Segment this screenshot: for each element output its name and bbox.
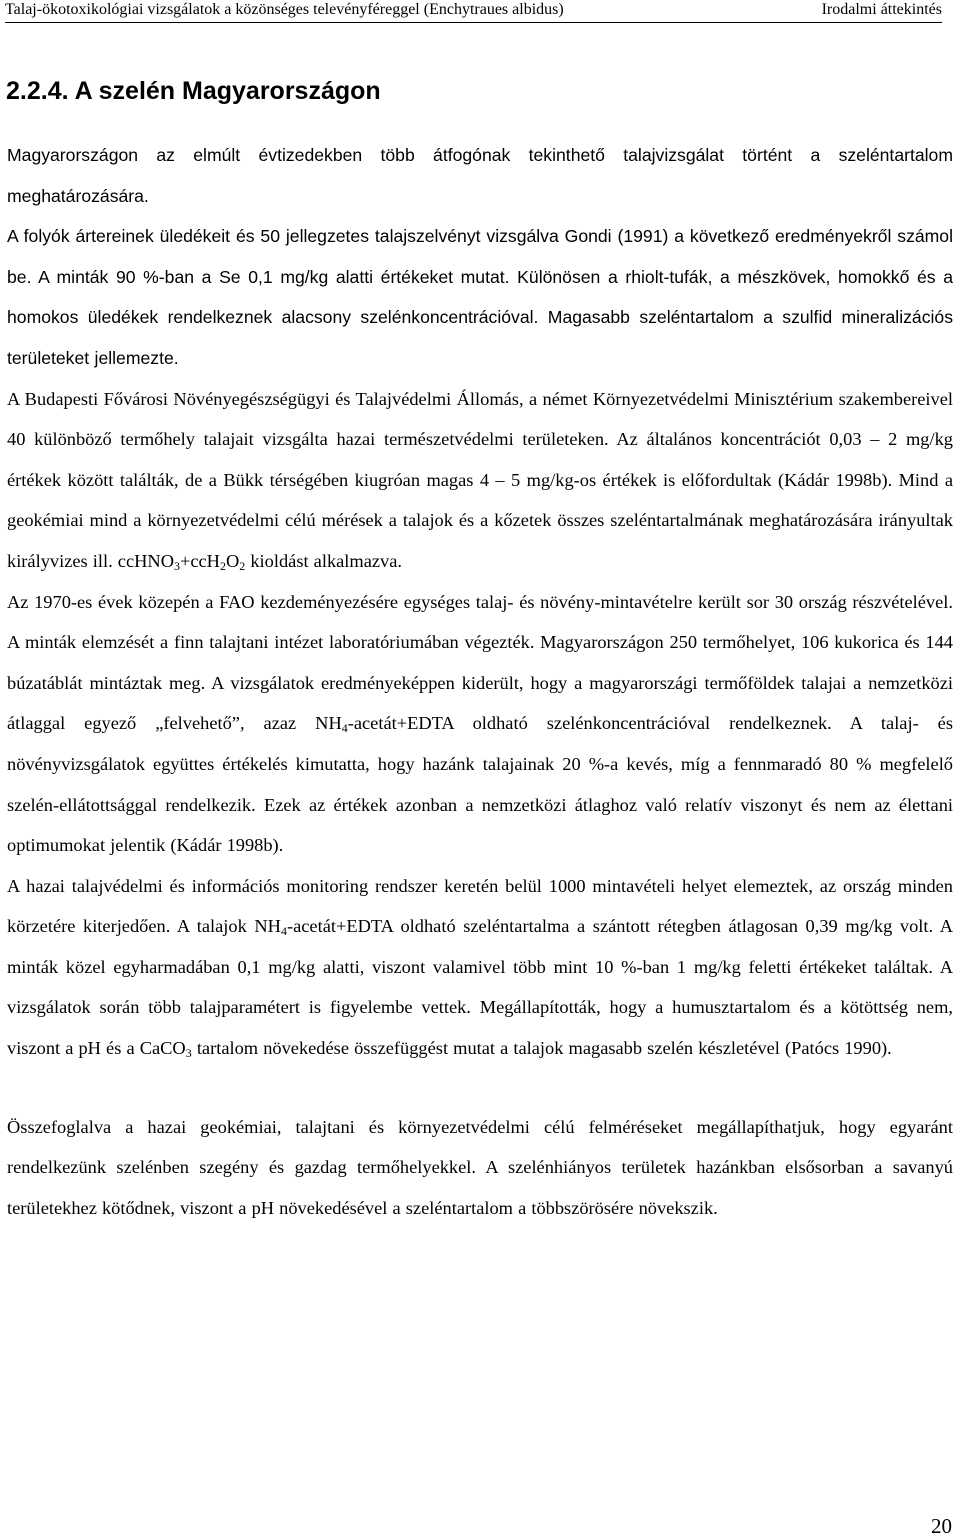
page-number: 20 xyxy=(931,1514,952,1538)
header-section: Irodalmi áttekintés xyxy=(821,1,942,18)
header-title: Talaj-ökotoxikológiai vizsgálatok a közönséges televényféreggel (Enchytraues albidus) xyxy=(5,1,564,18)
paragraph-5-text: tartalom növekedése összefüggést mutat a talajok magasabb szelén készletével (Patócs 1990). xyxy=(191,1038,892,1059)
paragraph-4-text: -acetát+EDTA oldható szelénkoncentrációval rendelkeznek. A talaj- és növényvizsgálatok együttes értékelés kimutatta, hogy hazánk talajainak 20 %-a kevés, míg a fennmaradó 80 % megfelelő szelén-ellátottsággal rendelkezik. Ezek az értékek azonban a nemzetközi átlaghoz való relatív viszonyt és nem az élettani optimumokat jelentik (Kádár 1998b). xyxy=(7,713,953,856)
subscript: 3 xyxy=(185,1046,192,1061)
paragraph-gap xyxy=(7,1069,953,1107)
paragraph-5-text: -acetát+EDTA oldható szeléntartalma a szántott rétegben átlagosan 0,39 mg/kg volt. A minták közel egyharmadában 0,1 mg/kg alatti, viszont valamivel több mint 10 %-ban 1 mg/kg feletti értékeket találtak. A vizsgálatok során több talajparamétert is figyelembe vettek. Megállapították, hogy a humusztartalom és a kötöttség nem, viszont a pH és a CaCO xyxy=(7,916,953,1059)
paragraph-4 xyxy=(7,582,953,866)
paragraph-3-text: +ccH xyxy=(179,550,220,571)
paragraph-5-text: A hazai talajvédelmi és információs monitoring rendszer keretén belül 1000 mintavételi helyet elemeztek, az ország minden körzetére kiterjedően. A talajok NH xyxy=(7,875,953,937)
paragraph-3-text: O xyxy=(225,550,240,571)
paragraph-3 xyxy=(7,379,953,582)
running-header xyxy=(5,0,942,23)
subscript: 2 xyxy=(219,558,226,573)
paragraph-3-text: kioldást alkalmazva. xyxy=(245,550,403,571)
subscript: 4 xyxy=(341,721,348,736)
paragraph-4-text: Az 1970-es évek közepén a FAO kezdeményezésére egységes talaj- és növény-mintavételre került sor 30 ország részvételével. A minták elemzését a finn talajtani intézet laboratóriumában végezték. Magyarországon 250 termőhelyet, 106 kukorica és 144 búzatáblát mintáztak meg. A vizsgálatok eredményeképpen kiderült, hogy a magyarországi termőföldek talajai a nemzetközi átlaggal egyező „felvehető”, azaz NH xyxy=(7,591,953,734)
paragraph-3-text: A Budapesti Fővárosi Növényegészségügyi és Talajvédelmi Állomás, a német Környezetvédelmi Minisztérium szakembereivel 40 különböző termőhely talajait vizsgálta hazai természetvédelmi területeken. Az általános koncentrációt 0,03 – 2 mg/kg értékek között találták, de a Bükk térségében kiugróan magas 4 – 5 mg/kg-os értékek is előfordultak (Kádár 1998b). Mind a geokémiai mind a környezetvédelmi célú mérések a talajok és a kőzetek összes szeléntartalmának meghatározására irányultak királyvizes ill. ccHNO xyxy=(7,388,953,571)
subscript: 2 xyxy=(239,558,246,573)
subscript: 3 xyxy=(173,558,180,573)
paragraph-5 xyxy=(7,866,953,1069)
body-text xyxy=(7,135,953,1228)
section-title: 2.2.4. A szelén Magyarországon xyxy=(6,77,381,105)
subscript: 4 xyxy=(280,924,287,939)
paragraph-6: Összefoglalva a hazai geokémiai, talajtani és környezetvédelmi célú felméréseket megállapíthatjuk, hogy egyaránt rendelkezünk szelénben szegény és gazdag termőhelyekkel. A szelénhiányos területek hazánkban elsősorban a savanyú területekhez kötődnek, viszont a pH növekedésével a szeléntartalom a többszörösére növekszik. xyxy=(7,1116,953,1218)
paragraph-2: A folyók ártereinek üledékeit és 50 jellegzetes talajszelvényt vizsgálva Gondi (1991) a következő eredményekről számol be. A minták 90 %-ban a Se 0,1 mg/kg alatti értékeket mutat. Különösen a rhiolt-tufák, a mészkövek, homokkő és a homokos üledékek rendelkeznek alacsony szelénkoncentrációval. Magasabb szeléntartalom a szulfid mineralizációs területeket jellemezte. xyxy=(7,226,953,368)
paragraph-1: Magyarországon az elmúlt évtizedekben több átfogónak tekinthető talajvizsgálat történt a szeléntartalom meghatározására. xyxy=(7,145,953,206)
